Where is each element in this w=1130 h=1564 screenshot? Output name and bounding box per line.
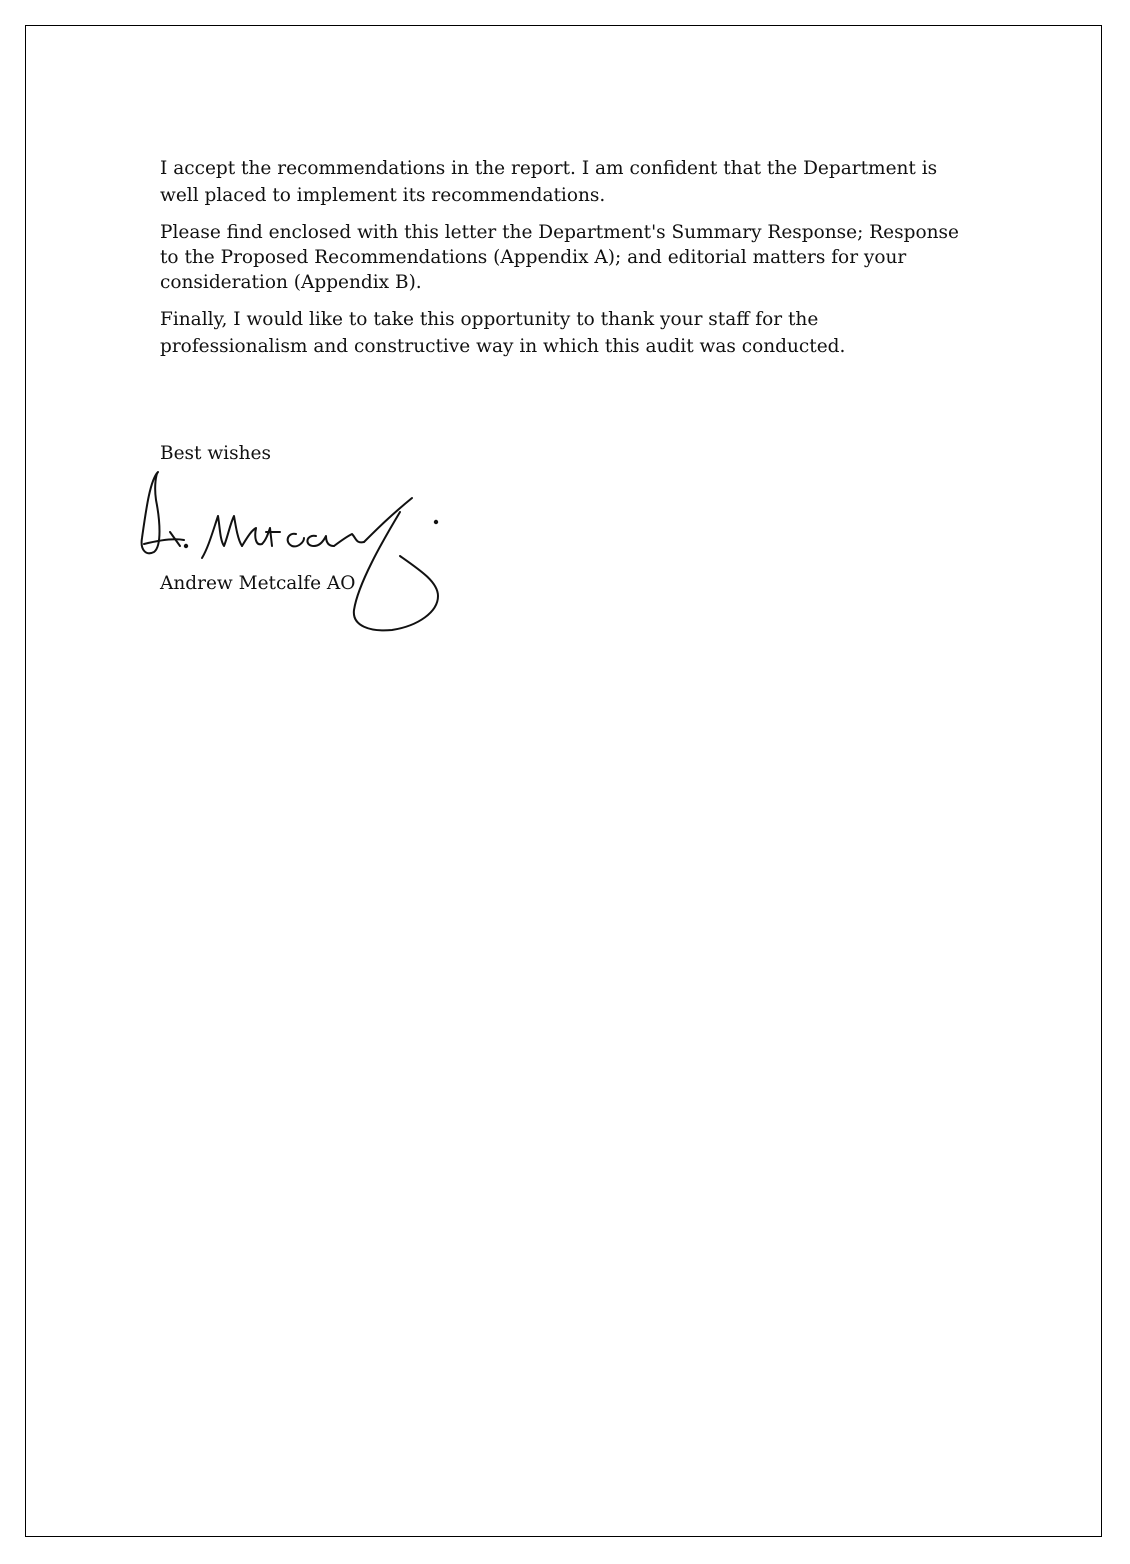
paragraph-thanks: Finally, I would like to take this opportunity to thank your staff for the professionalism and constructive way in which this audit was conducted. — [160, 309, 846, 357]
paragraph-enclosures: Please find enclosed with this letter the Department's Summary Response; Response to the Proposed Recommendations (Appendix A); and editorial matters for your consideration (Appendix B). — [160, 222, 959, 293]
paragraph-acceptance: I accept the recommendations in the report. I am confident that the Department is well placed to implement its recommendations. — [160, 158, 938, 206]
signatory-name: Andrew Metcalfe AO — [160, 573, 356, 594]
closing-line: Best wishes — [160, 443, 271, 464]
handwritten-signature — [120, 460, 460, 640]
letter-body — [160, 155, 960, 371]
